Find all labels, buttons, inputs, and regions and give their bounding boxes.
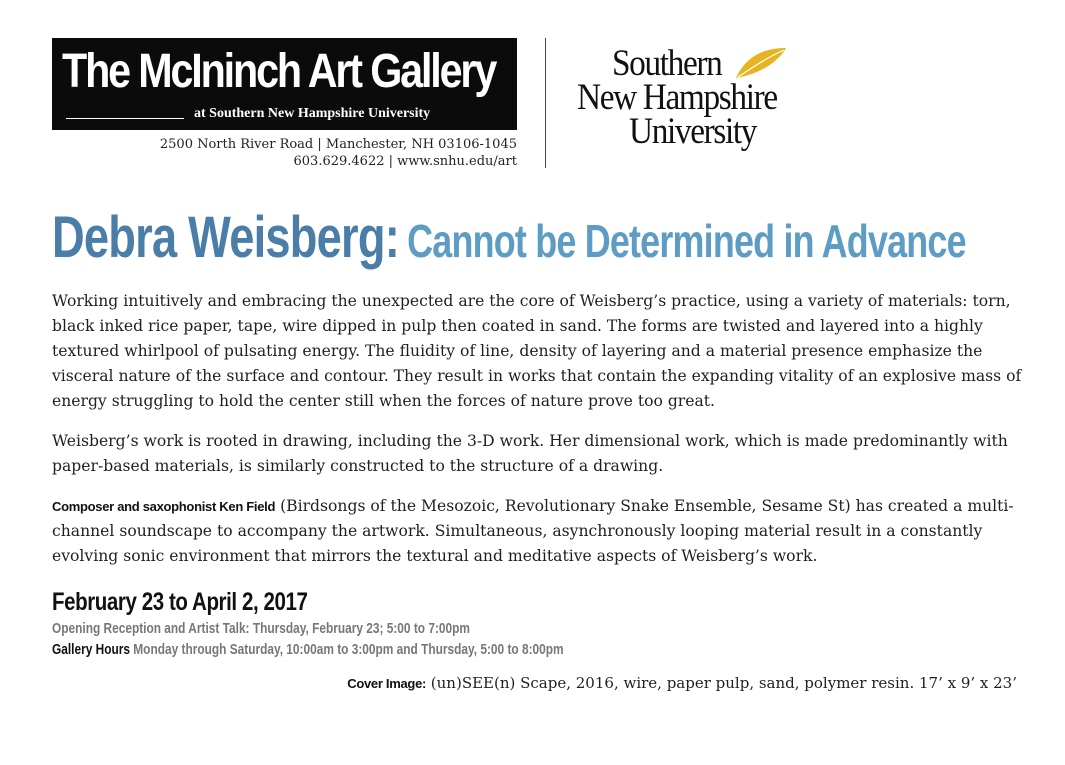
description-paragraph-1: Working intuitively and embracing the unexpected are the core of Weisberg’s practice, using a variety of materials: torn, black inked rice paper, tape, wire dipped in pulp then coated in sand. The forms are twisted and layered into a highly textured whirlpool of pulsating energy. The fluidity of line, density of layering and a material presence emphasize the visceral nature of the surface and contour. They result in works that contain the expanding vitality of an explosive mass of energy struggling to hold the center still when the forces of nature prove too great. — [52, 292, 1022, 410]
exhibition-title: Cannot be Determined in Advance — [407, 215, 966, 267]
address-line-contact: 603.629.4622 | www.snhu.edu/art — [293, 154, 517, 169]
cover-image-label: Cover Image: — [347, 676, 427, 691]
gallery-logo-rule — [66, 118, 184, 119]
opening-reception: Opening Reception and Artist Talk: Thursday, February 23; 5:00 to 7:00pm — [52, 621, 471, 637]
leaf-icon — [732, 46, 788, 82]
exhibition-headline — [52, 204, 966, 271]
cover-image-value: (un)SEE(n) Scape, 2016, wire, paper pulp, sand, polymer resin. 17’ x 9’ x 23’ — [426, 674, 1017, 692]
university-logo-line3: University — [629, 111, 757, 152]
university-logo-line2: New Hampshire — [577, 77, 777, 118]
address-line-street: 2500 North River Road | Manchester, NH 03106-1045 — [159, 137, 517, 152]
exhibition-dates: February 23 to April 2, 2017 — [52, 588, 308, 616]
gallery-hours — [52, 642, 564, 658]
composer-credit: Composer and saxophonist Ken Field — [52, 499, 276, 514]
header-divider — [545, 38, 546, 168]
university-logo — [572, 42, 792, 162]
description-paragraph-2: Weisberg’s work is rooted in drawing, including the 3-D work. Her dimensional work, which is made predominantly with paper-based materials, is similarly constructed to the structure of a drawing. — [52, 432, 1008, 475]
artist-name: Debra Weisberg: — [52, 205, 399, 270]
gallery-name: The McIninch Art Gallery — [62, 45, 496, 98]
cover-image-credit — [347, 674, 1017, 692]
gallery-hours-value: Monday through Saturday, 10:00am to 3:00pm and Thursday, 5:00 to 8:00pm — [129, 642, 564, 658]
description-paragraph-3 — [52, 494, 1022, 569]
gallery-hours-label: Gallery Hours — [52, 642, 130, 658]
gallery-logo-block — [52, 38, 517, 130]
gallery-address — [160, 136, 517, 170]
university-logo-line1: Southern — [612, 43, 722, 84]
composer-description: (Birdsongs of the Mesozoic, Revolutionary Snake Ensemble, Sesame St) has created a multi-channel soundscape to accompany the artwork. Simultaneous, asynchronously looping material result in a constantly evolving sonic environment that mirrors the textural and meditative aspects of Weisberg’s work. — [52, 497, 1014, 565]
gallery-subtitle: at Southern New Hampshire University — [194, 106, 431, 121]
